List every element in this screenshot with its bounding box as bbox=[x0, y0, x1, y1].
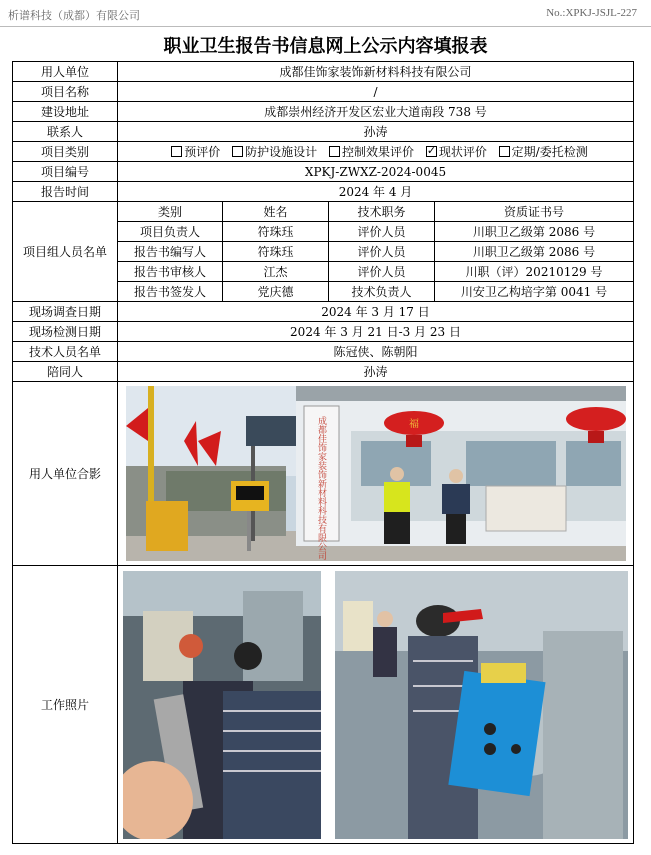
employer-value: 成都佳饰家装饰新材料科技有限公司 bbox=[118, 62, 634, 82]
option-label: 现状评价 bbox=[438, 144, 487, 159]
work-photo-right bbox=[335, 571, 628, 839]
group-photo bbox=[126, 386, 626, 561]
row-contact bbox=[13, 122, 634, 142]
employer-label: 用人单位 bbox=[13, 62, 118, 82]
team-header: 资质证书号 bbox=[435, 202, 634, 222]
row-work-photos bbox=[13, 566, 634, 844]
group-photo-label: 用人单位合影 bbox=[13, 382, 118, 566]
team-header: 类别 bbox=[118, 202, 223, 222]
team-label: 项目组人员名单 bbox=[13, 202, 118, 302]
member-cert: 川安卫乙构培字第 0041 号 bbox=[435, 282, 634, 302]
option-label: 定期/委托检测 bbox=[511, 144, 588, 159]
row-companion bbox=[13, 362, 634, 382]
team-header: 姓名 bbox=[223, 202, 329, 222]
work-photo-left bbox=[123, 571, 321, 839]
member-name: 符珠珏 bbox=[223, 242, 329, 262]
member-cert: 川职（评）20210129 号 bbox=[435, 262, 634, 282]
member-role: 项目负责人 bbox=[118, 222, 223, 242]
work-photos-cell bbox=[118, 566, 634, 844]
member-title: 评价人员 bbox=[329, 242, 435, 262]
member-cert: 川职卫乙级第 2086 号 bbox=[435, 222, 634, 242]
project-name-label: 项目名称 bbox=[13, 82, 118, 102]
row-project-no bbox=[13, 162, 634, 182]
category-label: 项目类别 bbox=[13, 142, 118, 162]
project-name-value: / bbox=[118, 82, 634, 102]
checkbox-pre-evaluation[interactable] bbox=[171, 146, 182, 157]
member-role: 报告书签发人 bbox=[118, 282, 223, 302]
page-title: 职业卫生报告书信息网上公示内容填报表 bbox=[163, 36, 488, 57]
report-time-value: 2024 年 4 月 bbox=[118, 182, 634, 202]
checkbox-protection-design[interactable] bbox=[232, 146, 243, 157]
category-options bbox=[118, 142, 634, 162]
team-header: 技术职务 bbox=[329, 202, 435, 222]
row-project-name bbox=[13, 82, 634, 102]
row-employer bbox=[13, 62, 634, 82]
row-address bbox=[13, 102, 634, 122]
survey-date-value: 2024 年 3 月 17 日 bbox=[118, 302, 634, 322]
group-photo-cell bbox=[118, 382, 634, 566]
member-name: 符珠珏 bbox=[223, 222, 329, 242]
row-report-time bbox=[13, 182, 634, 202]
checkbox-control-effect[interactable] bbox=[329, 146, 340, 157]
row-category bbox=[13, 142, 634, 162]
disclosure-form bbox=[12, 61, 634, 844]
row-group-photo bbox=[13, 382, 634, 566]
tech-staff-label: 技术人员名单 bbox=[13, 342, 118, 362]
member-role: 报告书审核人 bbox=[118, 262, 223, 282]
member-role: 报告书编写人 bbox=[118, 242, 223, 262]
page-header bbox=[0, 0, 651, 27]
company-name: 析谱科技（成都）有限公司 bbox=[8, 9, 140, 22]
team-header-row bbox=[13, 202, 634, 222]
project-no-value: XPKJ-ZWXZ-2024-0045 bbox=[118, 162, 634, 182]
tech-staff-value: 陈冠侠、陈朝阳 bbox=[118, 342, 634, 362]
member-title: 评价人员 bbox=[329, 222, 435, 242]
lantern-char: 福 bbox=[408, 419, 419, 430]
companion-value: 孙涛 bbox=[118, 362, 634, 382]
report-time-label: 报告时间 bbox=[13, 182, 118, 202]
work-photos-label: 工作照片 bbox=[13, 566, 118, 844]
companion-label: 陪同人 bbox=[13, 362, 118, 382]
address-label: 建设地址 bbox=[13, 102, 118, 122]
member-name: 江杰 bbox=[223, 262, 329, 282]
option-label: 防护设施设计 bbox=[245, 144, 318, 159]
checkbox-status-evaluation[interactable] bbox=[426, 146, 437, 157]
row-tech-staff bbox=[13, 342, 634, 362]
detect-date-value: 2024 年 3 月 21 日-3 月 23 日 bbox=[118, 322, 634, 342]
detect-date-label: 现场检测日期 bbox=[13, 322, 118, 342]
member-name: 党庆德 bbox=[223, 282, 329, 302]
plaque-text: 成都佳饰家装饰新材料科技有限公司 bbox=[315, 416, 326, 560]
option-label: 控制效果评价 bbox=[341, 144, 414, 159]
address-value: 成都崇州经济开发区宏业大道南段 738 号 bbox=[118, 102, 634, 122]
row-survey-date bbox=[13, 302, 634, 322]
work-photos bbox=[123, 571, 628, 839]
contact-label: 联系人 bbox=[13, 122, 118, 142]
contact-value: 孙涛 bbox=[118, 122, 634, 142]
member-title: 评价人员 bbox=[329, 262, 435, 282]
checkbox-periodic-detection[interactable] bbox=[499, 146, 510, 157]
survey-date-label: 现场调查日期 bbox=[13, 302, 118, 322]
project-no-label: 项目编号 bbox=[13, 162, 118, 182]
member-cert: 川职卫乙级第 2086 号 bbox=[435, 242, 634, 262]
row-detect-date bbox=[13, 322, 634, 342]
option-label: 预评价 bbox=[184, 144, 221, 159]
document-number: No.:XPKJ-JSJL-227 bbox=[546, 7, 637, 19]
member-title: 技术负责人 bbox=[329, 282, 435, 302]
